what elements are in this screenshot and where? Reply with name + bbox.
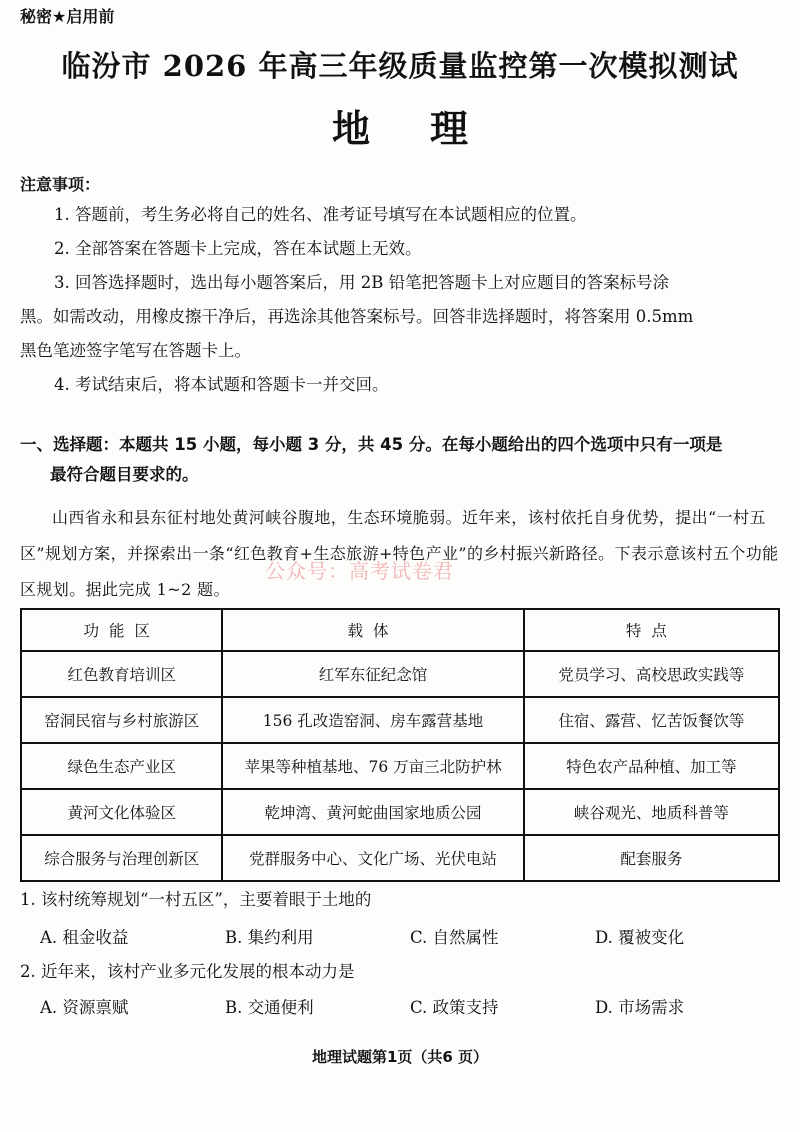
table-cell: 特色农产品种植、加工等: [524, 743, 779, 789]
table-header: 特点: [524, 609, 779, 651]
notice-item: 3. 回答选择题时，选出每小题答案后，用 2B 铅笔把答题卡上对应题目的答案标号涂: [54, 273, 670, 292]
table-row: [21, 651, 779, 697]
table-cell: 红色教育培训区: [21, 651, 222, 697]
question-options: [40, 994, 780, 1018]
option-d: D. 市场需求: [595, 998, 685, 1017]
secret-label: 秘密★启用前: [20, 7, 115, 26]
table-row: [21, 697, 779, 743]
table-cell: 黄河文化体验区: [21, 789, 222, 835]
table-cell: 住宿、露营、忆苦饭餐饮等: [524, 697, 779, 743]
notice-item: 4. 考试结束后，将本试题和答题卡一并交回。: [54, 375, 389, 394]
notice-heading: 注意事项：: [20, 175, 101, 194]
table-header: 载体: [222, 609, 523, 651]
table-header-row: [21, 609, 779, 651]
notice-item: 2. 全部答案在答题卡上完成，答在本试题上无效。: [54, 239, 422, 258]
table-row: [21, 789, 779, 835]
table-row: [21, 743, 779, 789]
table-cell: 红军东征纪念馆: [222, 651, 523, 697]
option-b: B. 集约利用: [225, 928, 314, 947]
table-cell: 配套服务: [524, 835, 779, 881]
table-cell: 综合服务与治理创新区: [21, 835, 222, 881]
option-d: D. 覆被变化: [595, 928, 685, 947]
table-cell: 乾坤湾、黄河蛇曲国家地质公园: [222, 789, 523, 835]
section-heading-line: 最符合题目要求的。: [50, 465, 199, 484]
option-a: A. 租金收益: [40, 928, 129, 947]
passage: [20, 500, 780, 608]
section-heading: [20, 430, 780, 490]
section-heading-line: 一、选择题：本题共 15 小题，每小题 3 分，共 45 分。在每小题给出的四个选项中只有一项是: [20, 435, 723, 454]
notice-item: 黑。如需改动，用橡皮擦干净后，再选涂其他答案标号。回答非选择题时，将答案用 0.5mm: [20, 307, 694, 326]
option-c: C. 政策支持: [410, 998, 499, 1017]
option-a: A. 资源禀赋: [40, 998, 129, 1017]
table-cell: 156 孔改造窑洞、房车露营基地: [222, 697, 523, 743]
table-cell: 苹果等种植基地、76 万亩三北防护林: [222, 743, 523, 789]
table-row: [21, 835, 779, 881]
passage-text: 山西省永和县东征村地处黄河峡谷腹地，生态环境脆弱。近年来，该村依托自身优势，提出“一村五区”规划方案，并探索出一条“红色教育+生态旅游+特色产业”的乡村振兴新路径。下表示意该村五个功能区规划。据此完成 1~2 题。: [20, 508, 779, 599]
question-stem: 1. 该村统筹规划“一村五区”，主要着眼于土地的: [20, 890, 372, 909]
table-cell: 窑洞民宿与乡村旅游区: [21, 697, 222, 743]
option-c: C. 自然属性: [410, 928, 499, 947]
exam-title: 临汾市 2026 年高三年级质量监控第一次模拟测试: [61, 49, 739, 83]
table-cell: 绿色生态产业区: [21, 743, 222, 789]
notice-item: 黑色笔迹签字笔写在答题卡上。: [20, 341, 251, 360]
table-cell: 党员学习、高校思政实践等: [524, 651, 779, 697]
function-zone-table: [20, 608, 780, 882]
notice-item: 1. 答题前，考生务必将自己的姓名、准考证号填写在本试题相应的位置。: [54, 205, 587, 224]
question-stem: 2. 近年来，该村产业多元化发展的根本动力是: [20, 962, 355, 981]
subject-title: 地理: [331, 106, 528, 151]
table-cell: 峡谷观光、地质科普等: [524, 789, 779, 835]
question-options: [40, 924, 780, 948]
table-cell: 党群服务中心、文化广场、光伏电站: [222, 835, 523, 881]
page-footer: 地理试题第1页（共6 页）: [311, 1048, 489, 1066]
option-b: B. 交通便利: [225, 998, 314, 1017]
notice-list: [20, 198, 780, 402]
watermark: 公众号：高考试卷君: [265, 559, 454, 583]
table-header: 功能区: [21, 609, 222, 651]
